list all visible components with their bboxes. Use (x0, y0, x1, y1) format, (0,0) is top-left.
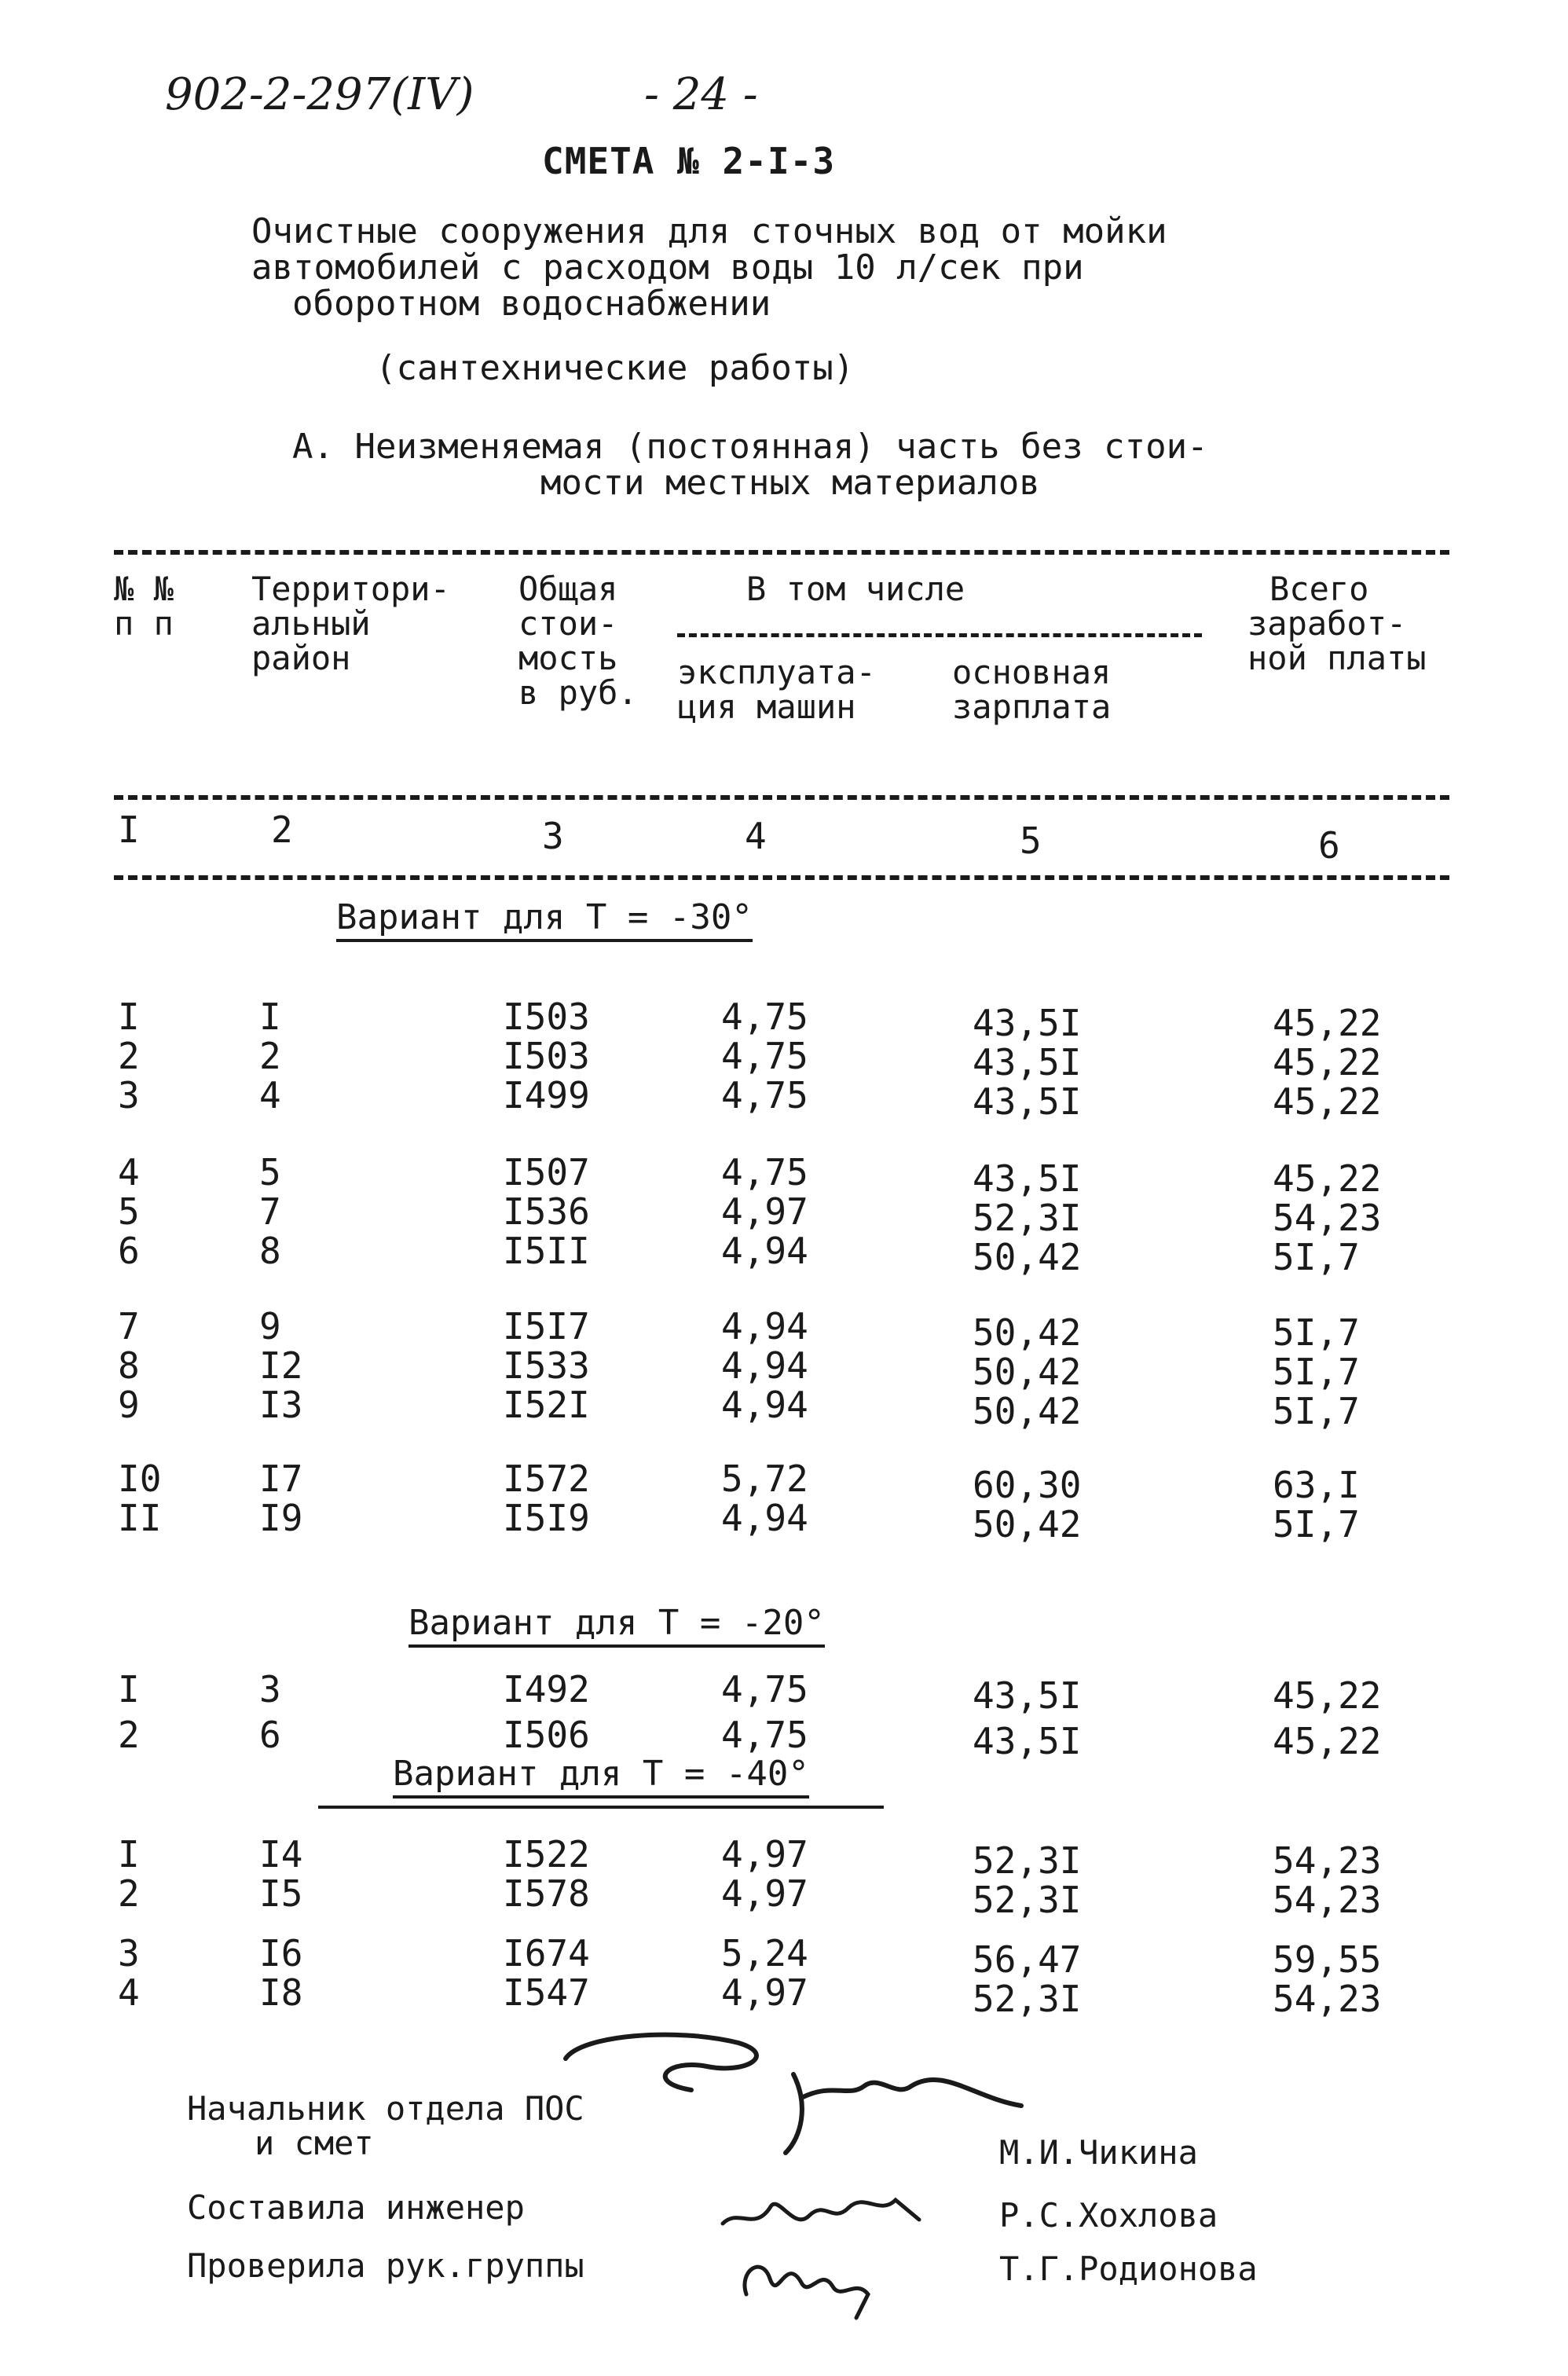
cell-total-wages: 45,22 (1273, 1080, 1382, 1123)
cell-base-salary: 52,3I (973, 1839, 1082, 1882)
cell-district: I8 (259, 1971, 303, 2014)
cell-row-number: 7 (118, 1305, 140, 1348)
cell-total-cost: I578 (503, 1872, 590, 1915)
signature-role-engineer: Составила инженер (187, 2188, 525, 2227)
cell-machine-operation: 4,75 (721, 1151, 808, 1194)
cell-base-salary: 56,47 (973, 1938, 1082, 1981)
cell-total-wages: 45,22 (1273, 1720, 1382, 1762)
cell-row-number: 3 (118, 1932, 140, 1974)
cell-machine-operation: 4,94 (721, 1497, 808, 1539)
cell-row-number: 3 (118, 1074, 140, 1116)
cell-district: 8 (259, 1230, 281, 1272)
header-line: заработ- (1247, 604, 1407, 643)
cell-row-number: 6 (118, 1230, 140, 1272)
cell-machine-operation: 4,75 (721, 996, 808, 1038)
cell-row-number: 4 (118, 1971, 140, 2014)
handwritten-signature-engineer (715, 2176, 935, 2247)
cell-row-number: II (118, 1497, 162, 1539)
signature-name-department-head: М.И.Чикина (999, 2133, 1198, 2172)
header-line: Общая (518, 570, 618, 608)
cell-row-number: 5 (118, 1190, 140, 1233)
header-line: в руб. (518, 673, 638, 712)
cell-total-cost: I536 (503, 1190, 590, 1233)
cell-total-cost: I522 (503, 1833, 590, 1876)
cell-base-salary: 43,5I (973, 1080, 1082, 1123)
cell-district: 5 (259, 1151, 281, 1194)
cell-row-number: 9 (118, 1384, 140, 1426)
signature-role-department-head (187, 2089, 584, 2162)
subtitle-line: оборотном водоснабжении (292, 284, 771, 324)
header-including: В том числе (746, 570, 965, 608)
section-line: А. Неизменяемая (постоянная) часть без стои- (292, 427, 1208, 467)
header-line: п п (114, 604, 174, 643)
cell-base-salary: 50,42 (973, 1503, 1082, 1546)
cell-base-salary: 50,42 (973, 1390, 1082, 1432)
cell-base-salary: 52,3I (973, 1197, 1082, 1239)
header-line: ной платы (1247, 639, 1427, 677)
handwritten-signature-department-head (550, 2011, 1037, 2169)
cell-total-wages: 5I,7 (1273, 1236, 1360, 1278)
cell-total-wages: 54,23 (1273, 1197, 1382, 1239)
cell-base-salary: 50,42 (973, 1351, 1082, 1393)
column-number: 6 (1318, 824, 1340, 867)
signature-role-line: и смет (255, 2124, 374, 2162)
header-base-salary (952, 655, 1111, 724)
header-line: ция машин (677, 688, 856, 726)
cell-machine-operation: 4,94 (721, 1384, 808, 1426)
subtitle-line: автомобилей с расходом воды 10 л/сек при (251, 248, 1084, 288)
cell-total-cost: I52I (503, 1384, 590, 1426)
cell-total-wages: 5I,7 (1273, 1503, 1360, 1546)
document-code: 902-2-297(IV) (165, 69, 474, 120)
cell-row-number: 2 (118, 1872, 140, 1915)
cell-total-cost: I506 (503, 1714, 590, 1756)
cell-row-number: 4 (118, 1151, 140, 1194)
cell-total-wages: 45,22 (1273, 1002, 1382, 1044)
handwritten-signature-group-lead (731, 2239, 896, 2326)
cell-base-salary: 43,5I (973, 1157, 1082, 1200)
header-bottom-rule (114, 795, 1449, 800)
header-line: эксплуата- (677, 653, 876, 691)
page-number: - 24 - (644, 69, 758, 120)
cell-total-wages: 54,23 (1273, 1839, 1382, 1882)
cell-district: I2 (259, 1344, 303, 1387)
cell-district: I4 (259, 1833, 303, 1876)
cell-total-wages: 45,22 (1273, 1157, 1382, 1200)
cell-total-cost: I507 (503, 1151, 590, 1194)
header-total-wages (1247, 572, 1427, 676)
cell-machine-operation: 4,75 (721, 1714, 808, 1756)
cell-total-wages: 59,55 (1273, 1938, 1382, 1981)
cell-machine-operation: 4,75 (721, 1668, 808, 1710)
header-line: стои- (518, 604, 618, 643)
header-line: Всего (1269, 570, 1369, 608)
subtitle-line: Очистные сооружения для сточных вод от мойки (251, 211, 1167, 251)
cell-total-wages: 5I,7 (1273, 1311, 1360, 1354)
cell-total-wages: 5I,7 (1273, 1390, 1360, 1432)
works-type: (сантехнические работы) (376, 348, 855, 388)
variant-heading-minus-30: Вариант для T = -30° (336, 897, 753, 942)
cell-total-cost: I572 (503, 1458, 590, 1500)
cell-district: I5 (259, 1872, 303, 1915)
cell-total-cost: I5I7 (503, 1305, 590, 1348)
column-numbers-rule (114, 875, 1449, 880)
cell-row-number: 2 (118, 1714, 140, 1756)
cell-district: 4 (259, 1074, 281, 1116)
cell-machine-operation: 4,94 (721, 1305, 808, 1348)
cell-total-cost: I499 (503, 1074, 590, 1116)
cell-district: I3 (259, 1384, 303, 1426)
cell-total-wages: 45,22 (1273, 1674, 1382, 1717)
column-number: 4 (745, 815, 767, 857)
section-line: мости местных материалов (540, 463, 1040, 503)
section-heading (292, 429, 1208, 501)
cell-row-number: I (118, 1668, 140, 1710)
cell-base-salary: 43,5I (973, 1041, 1082, 1084)
cell-total-wages: 45,22 (1273, 1041, 1382, 1084)
header-line: № № (114, 570, 174, 608)
cell-machine-operation: 4,97 (721, 1190, 808, 1233)
header-line: район (251, 639, 351, 677)
cell-total-wages: 63,I (1273, 1464, 1360, 1506)
cell-base-salary: 50,42 (973, 1236, 1082, 1278)
cell-machine-operation: 4,94 (721, 1230, 808, 1272)
cell-district: I (259, 996, 281, 1038)
cell-total-cost: I5II (503, 1230, 590, 1272)
cell-machine-operation: 4,97 (721, 1833, 808, 1876)
cell-machine-operation: 5,72 (721, 1458, 808, 1500)
cell-row-number: 2 (118, 1035, 140, 1077)
column-number: 2 (271, 808, 293, 851)
cell-machine-operation: 4,97 (721, 1971, 808, 2014)
cell-district: 2 (259, 1035, 281, 1077)
including-rule (677, 633, 1202, 637)
header-line: мость (518, 639, 618, 677)
table-top-rule (114, 550, 1449, 555)
cell-row-number: I0 (118, 1458, 162, 1500)
signature-name-engineer: Р.С.Хохлова (999, 2196, 1218, 2235)
cell-total-cost: I533 (503, 1344, 590, 1387)
variant-rule (318, 1806, 884, 1809)
cell-machine-operation: 4,94 (721, 1344, 808, 1387)
cell-district: I6 (259, 1932, 303, 1974)
cell-base-salary: 52,3I (973, 1978, 1082, 2020)
cell-total-wages: 54,23 (1273, 1879, 1382, 1921)
cell-total-cost: I492 (503, 1668, 590, 1710)
signature-role-line: Начальник отдела ПОС (187, 2089, 584, 2128)
cell-base-salary: 52,3I (973, 1879, 1082, 1921)
cell-base-salary: 50,42 (973, 1311, 1082, 1354)
cell-total-cost: I503 (503, 996, 590, 1038)
cell-row-number: I (118, 1833, 140, 1876)
variant-heading-minus-20: Вариант для T = -20° (408, 1603, 825, 1648)
cell-total-cost: I503 (503, 1035, 590, 1077)
cell-base-salary: 43,5I (973, 1720, 1082, 1762)
header-line: альный (251, 604, 371, 643)
header-total-cost (518, 572, 638, 710)
cell-base-salary: 43,5I (973, 1674, 1082, 1717)
cell-district: I7 (259, 1458, 303, 1500)
cell-row-number: 8 (118, 1344, 140, 1387)
cell-machine-operation: 4,75 (721, 1035, 808, 1077)
cell-total-cost: I674 (503, 1932, 590, 1974)
cell-base-salary: 43,5I (973, 1002, 1082, 1044)
cell-total-wages: 54,23 (1273, 1978, 1382, 2020)
cell-total-cost: I5I9 (503, 1497, 590, 1539)
column-number: 3 (542, 815, 564, 857)
cell-district: 7 (259, 1190, 281, 1233)
header-row-number (114, 572, 174, 641)
cell-total-wages: 5I,7 (1273, 1351, 1360, 1393)
cell-machine-operation: 5,24 (721, 1932, 808, 1974)
cell-machine-operation: 4,97 (721, 1872, 808, 1915)
column-number: I (118, 808, 140, 851)
cell-machine-operation: 4,75 (721, 1074, 808, 1116)
header-machine-operation (677, 655, 876, 724)
estimate-subtitle (251, 211, 1167, 324)
header-territorial-district (251, 572, 450, 676)
column-number: 5 (1020, 820, 1042, 862)
cell-base-salary: 60,30 (973, 1464, 1082, 1506)
cell-row-number: I (118, 996, 140, 1038)
cell-total-cost: I547 (503, 1971, 590, 2014)
cell-district: 3 (259, 1668, 281, 1710)
header-line: зарплата (952, 688, 1112, 726)
signature-name-group-lead: Т.Г.Родионова (999, 2250, 1258, 2288)
estimate-title: СМЕТА № 2-I-3 (542, 140, 836, 182)
header-line: основная (952, 653, 1112, 691)
cell-district: 9 (259, 1305, 281, 1348)
header-line: Территори- (251, 570, 450, 608)
cell-district: 6 (259, 1714, 281, 1756)
cell-district: I9 (259, 1497, 303, 1539)
signature-role-group-lead: Проверила рук.группы (187, 2246, 584, 2285)
variant-heading-minus-40: Вариант для T = -40° (393, 1754, 809, 1798)
